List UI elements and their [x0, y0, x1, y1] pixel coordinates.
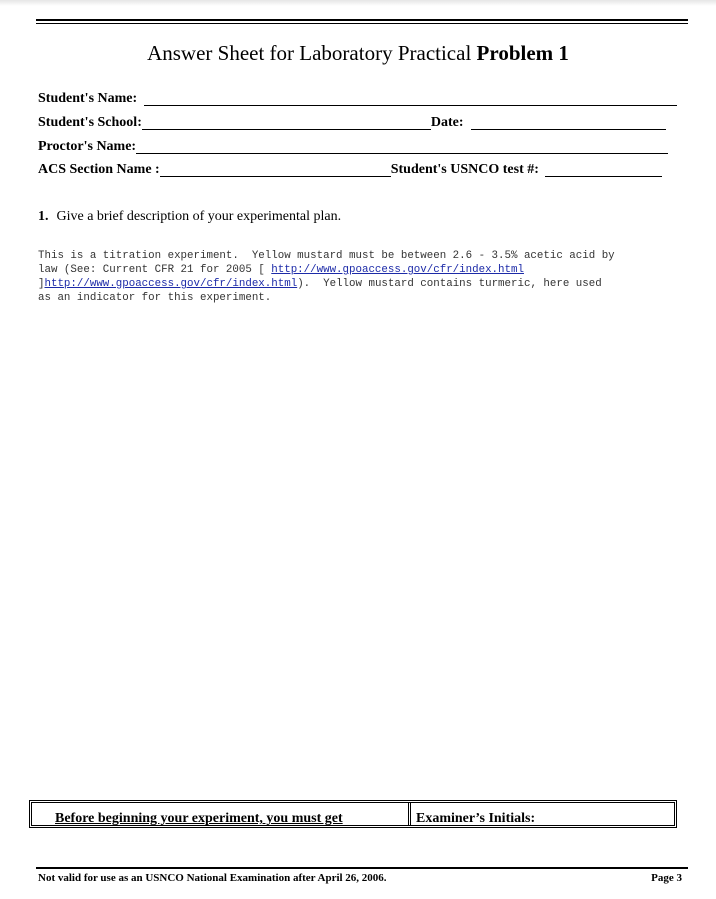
student-school-label: Student's School: [38, 115, 142, 130]
acs-section-row [38, 161, 662, 179]
student-school-field[interactable] [142, 114, 431, 130]
answer-line-3-prefix: ] [38, 278, 45, 290]
examiner-signoff-box [29, 800, 677, 828]
date-field[interactable] [471, 114, 666, 130]
acs-section-label: ACS Section Name : [38, 162, 160, 177]
question-text: Give a brief description of your experimental plan. [56, 209, 342, 224]
acs-section-field[interactable] [160, 161, 391, 177]
answer-line-4: as an indicator for this experiment. [38, 292, 272, 304]
question-1 [38, 208, 341, 226]
page-title [0, 40, 716, 66]
answer-line-3-suffix: ). Yellow mustard contains turmeric, here used [297, 278, 602, 290]
signoff-instruction-cell [32, 803, 411, 825]
signoff-instruction: Before beginning your experiment, you must get [55, 811, 343, 826]
answer-text [38, 249, 688, 305]
examiner-initials-cell[interactable] [411, 803, 674, 825]
proctor-name-field[interactable] [136, 138, 668, 154]
viewer-top-shadow [0, 0, 716, 6]
student-school-row [38, 114, 666, 132]
date-label: Date: [430, 115, 464, 130]
answer-line-2-prefix: law (See: Current CFR 21 for 2005 [ [38, 264, 272, 276]
header-double-rule [36, 19, 688, 24]
proctor-name-row [38, 138, 668, 156]
examiner-initials-label: Examiner’s Initials: [416, 811, 536, 826]
student-name-row [38, 90, 677, 108]
footer-rule [36, 867, 688, 869]
question-number: 1. [38, 209, 49, 224]
student-name-field[interactable] [144, 90, 677, 106]
title-problem: Problem 1 [476, 41, 569, 65]
page-footer [38, 871, 682, 885]
footer-notice: Not valid for use as an USNCO National Examination after April 26, 2006. [38, 872, 387, 884]
usnco-test-label: Student's USNCO test #: [390, 162, 539, 177]
title-regular: Answer Sheet for Laboratory Practical [147, 41, 472, 65]
page-number: Page 3 [651, 872, 682, 884]
usnco-test-field[interactable] [545, 161, 662, 177]
cfr-link-2[interactable]: http://www.gpoaccess.gov/cfr/index.html [44, 278, 298, 290]
cfr-link-1[interactable]: http://www.gpoaccess.gov/cfr/index.html [271, 264, 524, 276]
student-name-label: Student's Name: [38, 91, 138, 106]
proctor-name-label: Proctor's Name: [38, 139, 137, 154]
answer-line-1: This is a titration experiment. Yellow mustard must be between 2.6 - 3.5% acetic acid by [38, 250, 615, 262]
